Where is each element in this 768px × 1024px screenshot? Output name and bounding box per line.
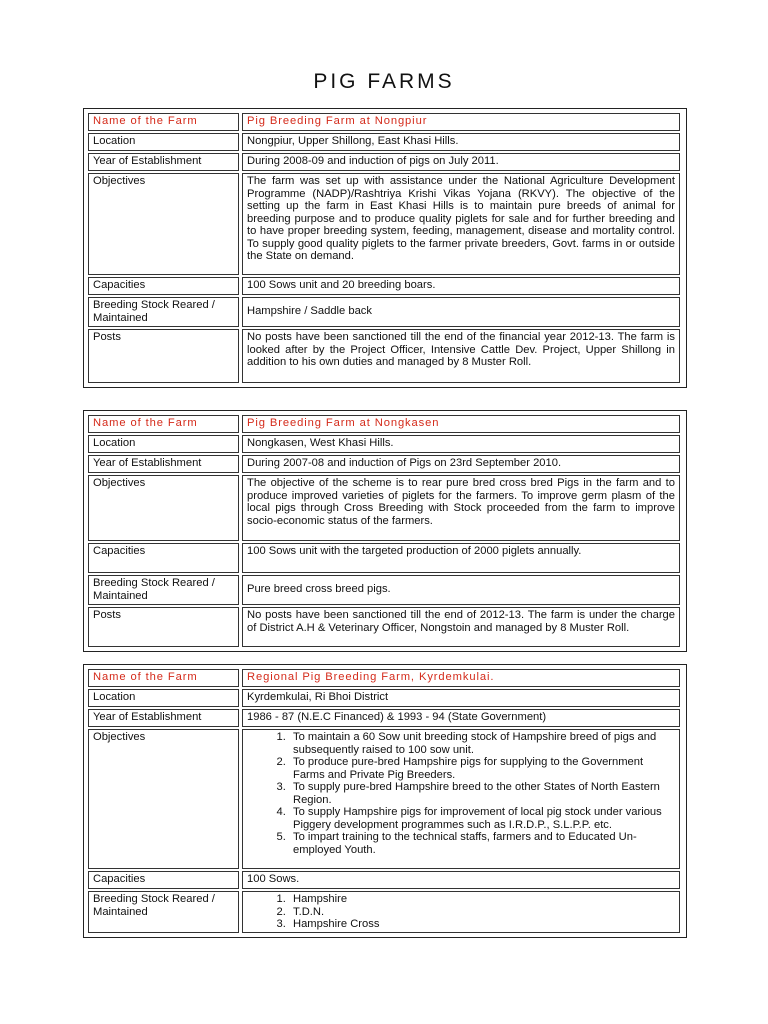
year-value: During 2007-08 and induction of Pigs on 23rd September 2010. (242, 455, 680, 473)
row-breeding (84, 575, 686, 605)
row-name (84, 113, 686, 131)
row-posts (84, 607, 686, 647)
list-item: 3. To supply pure-bred Hampshire breed to the other States of North Eastern Region. (289, 781, 675, 806)
objectives-list (247, 731, 675, 856)
location-value: Nongkasen, West Khasi Hills. (242, 435, 680, 453)
row-name (84, 669, 686, 687)
breeding-label: Breeding Stock Reared / Maintained (88, 891, 239, 933)
year-value: 1986 - 87 (N.E.C Financed) & 1993 - 94 (State Government) (242, 709, 680, 727)
capacities-label: Capacities (88, 543, 239, 573)
name-label: Name of the Farm (88, 113, 239, 131)
posts-value: No posts have been sanctioned till the end of the financial year 2012-13. The farm is looked after by the Project Officer, Intensive Cattle Dev. Project, Upper Shillong in addition to his own duties and managed by 8 Muster Roll. (242, 329, 680, 383)
row-posts (84, 329, 686, 383)
list-item: 2. T.D.N. (289, 906, 675, 919)
breeding-label: Breeding Stock Reared / Maintained (88, 575, 239, 605)
posts-label: Posts (88, 329, 239, 383)
objectives-value: The farm was set up with assistance under the National Agriculture Development Programme (NADP)/Rashtriya Krishi Vikas Yojana (RKVY). The objective of the setting up the farm in East Khasi Hills is to maintain pure breeds of animal for breeding purpose and to produce quality piglets for sale and for further breeding and to have proper breeding system, feeding, management, disease and mortality control. To supply good quality piglets to the farmer private breeders, Govt. farms in or outside the State on demand. (242, 173, 680, 275)
list-item: 4. To supply Hampshire pigs for improvement of local pig stock under various Piggery development programmes such as I.R.D.P., S.L.P.P. etc. (289, 806, 675, 831)
capacities-value: 100 Sows unit with the targeted production of 2000 piglets annually. (242, 543, 680, 573)
year-label: Year of Establishment (88, 455, 239, 473)
farm-table-nongpiur (83, 108, 687, 388)
objectives-label: Objectives (88, 729, 239, 869)
row-capacities (84, 871, 686, 889)
name-label: Name of the Farm (88, 669, 239, 687)
breeding-label: Breeding Stock Reared / Maintained (88, 297, 239, 327)
posts-value: No posts have been sanctioned till the end of 2012-13. The farm is under the charge of District A.H & Veterinary Officer, Nongstoin and managed by 8 Muster Roll. (242, 607, 680, 647)
list-item: 5. To impart training to the technical staffs, farmers and to Educated Un-employed Youth. (289, 831, 675, 856)
page-title: PIG FARMS (313, 70, 455, 93)
farm-name: Pig Breeding Farm at Nongkasen (242, 415, 680, 433)
objectives-label: Objectives (88, 475, 239, 541)
list-item: 3. Hampshire Cross (289, 918, 675, 931)
name-label: Name of the Farm (88, 415, 239, 433)
row-capacities (84, 277, 686, 295)
farm-name: Regional Pig Breeding Farm, Kyrdemkulai. (242, 669, 680, 687)
farm-table-nongkasen (83, 410, 687, 652)
location-label: Location (88, 133, 239, 151)
row-location (84, 133, 686, 151)
row-name (84, 415, 686, 433)
row-objectives (84, 173, 686, 275)
capacities-value: 100 Sows unit and 20 breeding boars. (242, 277, 680, 295)
row-year (84, 153, 686, 171)
location-value: Kyrdemkulai, Ri Bhoi District (242, 689, 680, 707)
list-item: 2. To produce pure-bred Hampshire pigs for supplying to the Government Farms and Private Pig Breeders. (289, 756, 675, 781)
row-objectives (84, 729, 686, 869)
row-location (84, 689, 686, 707)
location-label: Location (88, 435, 239, 453)
capacities-value: 100 Sows. (242, 871, 680, 889)
year-label: Year of Establishment (88, 709, 239, 727)
farm-name: Pig Breeding Farm at Nongpiur (242, 113, 680, 131)
year-label: Year of Establishment (88, 153, 239, 171)
row-breeding (84, 297, 686, 327)
objectives-value (242, 729, 680, 869)
row-objectives (84, 475, 686, 541)
breeding-value (242, 891, 680, 933)
capacities-label: Capacities (88, 277, 239, 295)
row-location (84, 435, 686, 453)
list-item: 1. To maintain a 60 Sow unit breeding stock of Hampshire breed of pigs and subsequently raised to 100 sow unit. (289, 731, 675, 756)
breeding-value: Pure breed cross breed pigs. (242, 575, 680, 605)
row-breeding (84, 891, 686, 933)
farm-table-kyrdemkulai (83, 664, 687, 938)
row-year (84, 455, 686, 473)
posts-label: Posts (88, 607, 239, 647)
location-value: Nongpiur, Upper Shillong, East Khasi Hills. (242, 133, 680, 151)
row-capacities (84, 543, 686, 573)
location-label: Location (88, 689, 239, 707)
year-value: During 2008-09 and induction of pigs on July 2011. (242, 153, 680, 171)
capacities-label: Capacities (88, 871, 239, 889)
objectives-label: Objectives (88, 173, 239, 275)
list-item: 1. Hampshire (289, 893, 675, 906)
breeding-value: Hampshire / Saddle back (242, 297, 680, 327)
row-year (84, 709, 686, 727)
breeding-list (247, 893, 675, 931)
objectives-value: The objective of the scheme is to rear pure bred cross bred Pigs in the farm and to produce improved varieties of piglets for the farmers. To improve germ plasm of the local pigs through Cross Breeding with Stock proceeded from the farm to improve socio-economic status of the farmers. (242, 475, 680, 541)
